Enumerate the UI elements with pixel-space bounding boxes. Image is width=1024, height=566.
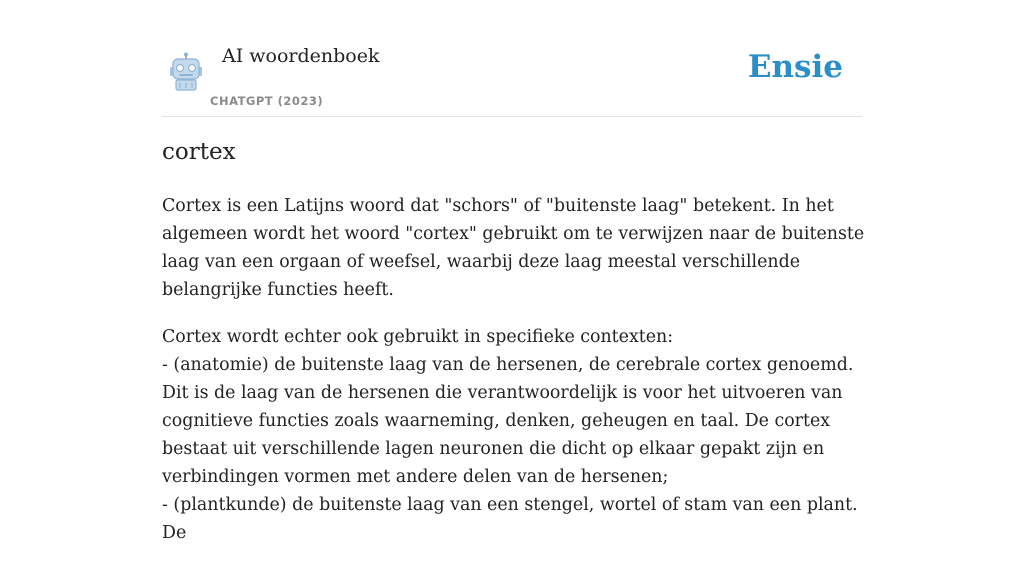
definition-paragraph-2: [162, 323, 867, 547]
context-item-plantkunde: - (plantkunde) de buitenste laag van een stengel, wortel of stam van een plant. De: [162, 495, 858, 543]
entry-word: cortex: [162, 139, 236, 165]
source-label: CHATGPT (2023): [210, 94, 324, 108]
brand-logo[interactable]: Ensie: [747, 49, 843, 85]
entry-definition: [162, 192, 867, 566]
context-item-anatomie: - (anatomie) de buitenste laag van de hersenen, de cerebrale cortex genoemd. Dit is de laag van de hersenen die verantwoordelijk is voor het uitvoeren van cognitieve functies zoals waarneming, denken, geheugen en taal. De cortex bestaat uit verschillende lagen neuronen die dicht op elkaar gepakt zijn en verbindingen vormen met andere delen van de hersenen;: [162, 355, 854, 487]
context-intro: Cortex wordt echter ook gebruikt in specifieke contexten:: [162, 327, 674, 347]
definition-paragraph: Cortex is een Latijns woord dat "schors" of "buitenste laag" betekent. In het algemeen wordt het woord "cortex" gebruikt om te verwijzen naar de buitenste laag van een orgaan of weefsel, waarbij deze laag meestal verschillende belangrijke functies heeft.: [162, 196, 865, 300]
header: [162, 40, 862, 117]
dictionary-title[interactable]: AI woordenboek: [222, 45, 380, 67]
robot-icon: [166, 52, 206, 92]
